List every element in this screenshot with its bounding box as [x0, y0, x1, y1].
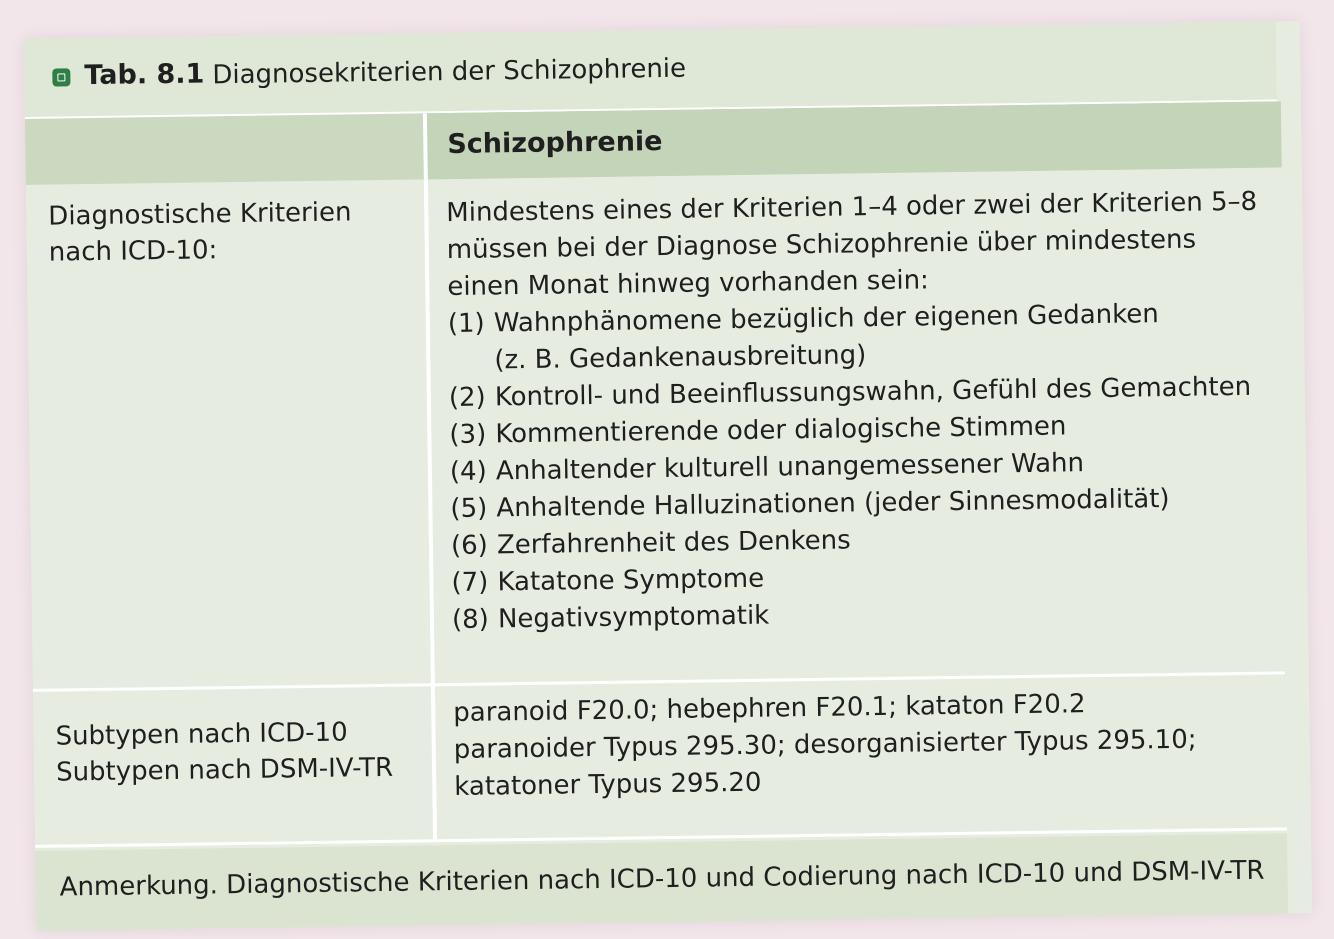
- icd10-subtypes: paranoid F20.0; hebephren F20.1; kataton F20.2: [453, 689, 1086, 729]
- criterion-number: (6): [450, 530, 489, 562]
- criterion-text: Anhaltende Halluzinationen (jeder Sinnesmodalität): [496, 484, 1170, 524]
- note-text: Anmerkung. Diagnostische Kriterien nach ICD-10 und Codierung nach ICD-10 und DSM-IV-TR: [59, 855, 1265, 903]
- row2-label-line2: Subtypen nach DSM-IV-TR: [55, 752, 394, 788]
- criterion-text: Kontroll- und Beeinflussungswahn, Gefühl des Gemachten: [494, 371, 1252, 413]
- column-divider: [424, 179, 437, 839]
- criterion-text: Negativsymptomatik: [497, 600, 770, 635]
- row1-content-cell: [446, 184, 1272, 639]
- criterion-1-example: (z. B. Gedankenausbreitung): [494, 340, 867, 376]
- criterion-number: (1): [447, 308, 485, 340]
- row2-content-cell: [453, 684, 1274, 806]
- criterion-number: (7): [451, 567, 489, 599]
- criterion-text: Katatone Symptome: [497, 563, 765, 598]
- criterion-number: (5): [450, 493, 488, 525]
- header-label: Schizophrenie: [447, 126, 663, 161]
- dsm-subtypes: paranoider Typus 295.30; desorganisierter Typus 295.10; katatoner Typus 295.20: [453, 724, 1197, 803]
- row1-label-cell: [48, 194, 409, 271]
- row1-label-line1: Diagnostische Kriterien: [48, 197, 352, 232]
- table-title: Diagnosekriterien der Schizophrenie: [212, 53, 687, 91]
- criterion-text: Wahnphänomene bezüglich der eigenen Gedanken: [493, 299, 1159, 339]
- criterion-text: Zerfahrenheit des Denkens: [496, 525, 851, 561]
- criteria-intro: Mindestens eines der Kriterien 1–4 oder zwei der Kriterien 5–8 müssen bei der Diagnose Schizophrenie über mindestens einen Monat hinweg vorhanden sein:: [446, 186, 1258, 303]
- criterion-text: Anhaltender kulturell unangemessener Wahn: [495, 448, 1085, 487]
- table-marker-icon: [52, 68, 70, 86]
- header-cell-schizophrenie: [423, 101, 1282, 179]
- criterion-number: (3): [449, 419, 487, 451]
- table-number: Tab. 8.1: [84, 58, 205, 92]
- criterion-number: (4): [449, 456, 487, 488]
- criterion-text: Kommentierende oder dialogische Stimmen: [495, 411, 1067, 450]
- table-sheet: [24, 21, 1312, 931]
- row2-label-cell: [55, 714, 416, 791]
- row2-label-line1: Subtypen nach ICD-10: [55, 717, 348, 752]
- table-note: [35, 833, 1288, 930]
- criterion-number: (8): [451, 604, 490, 636]
- criterion-number: (2): [448, 382, 486, 414]
- row1-label-line2: nach ICD-10:: [48, 235, 218, 268]
